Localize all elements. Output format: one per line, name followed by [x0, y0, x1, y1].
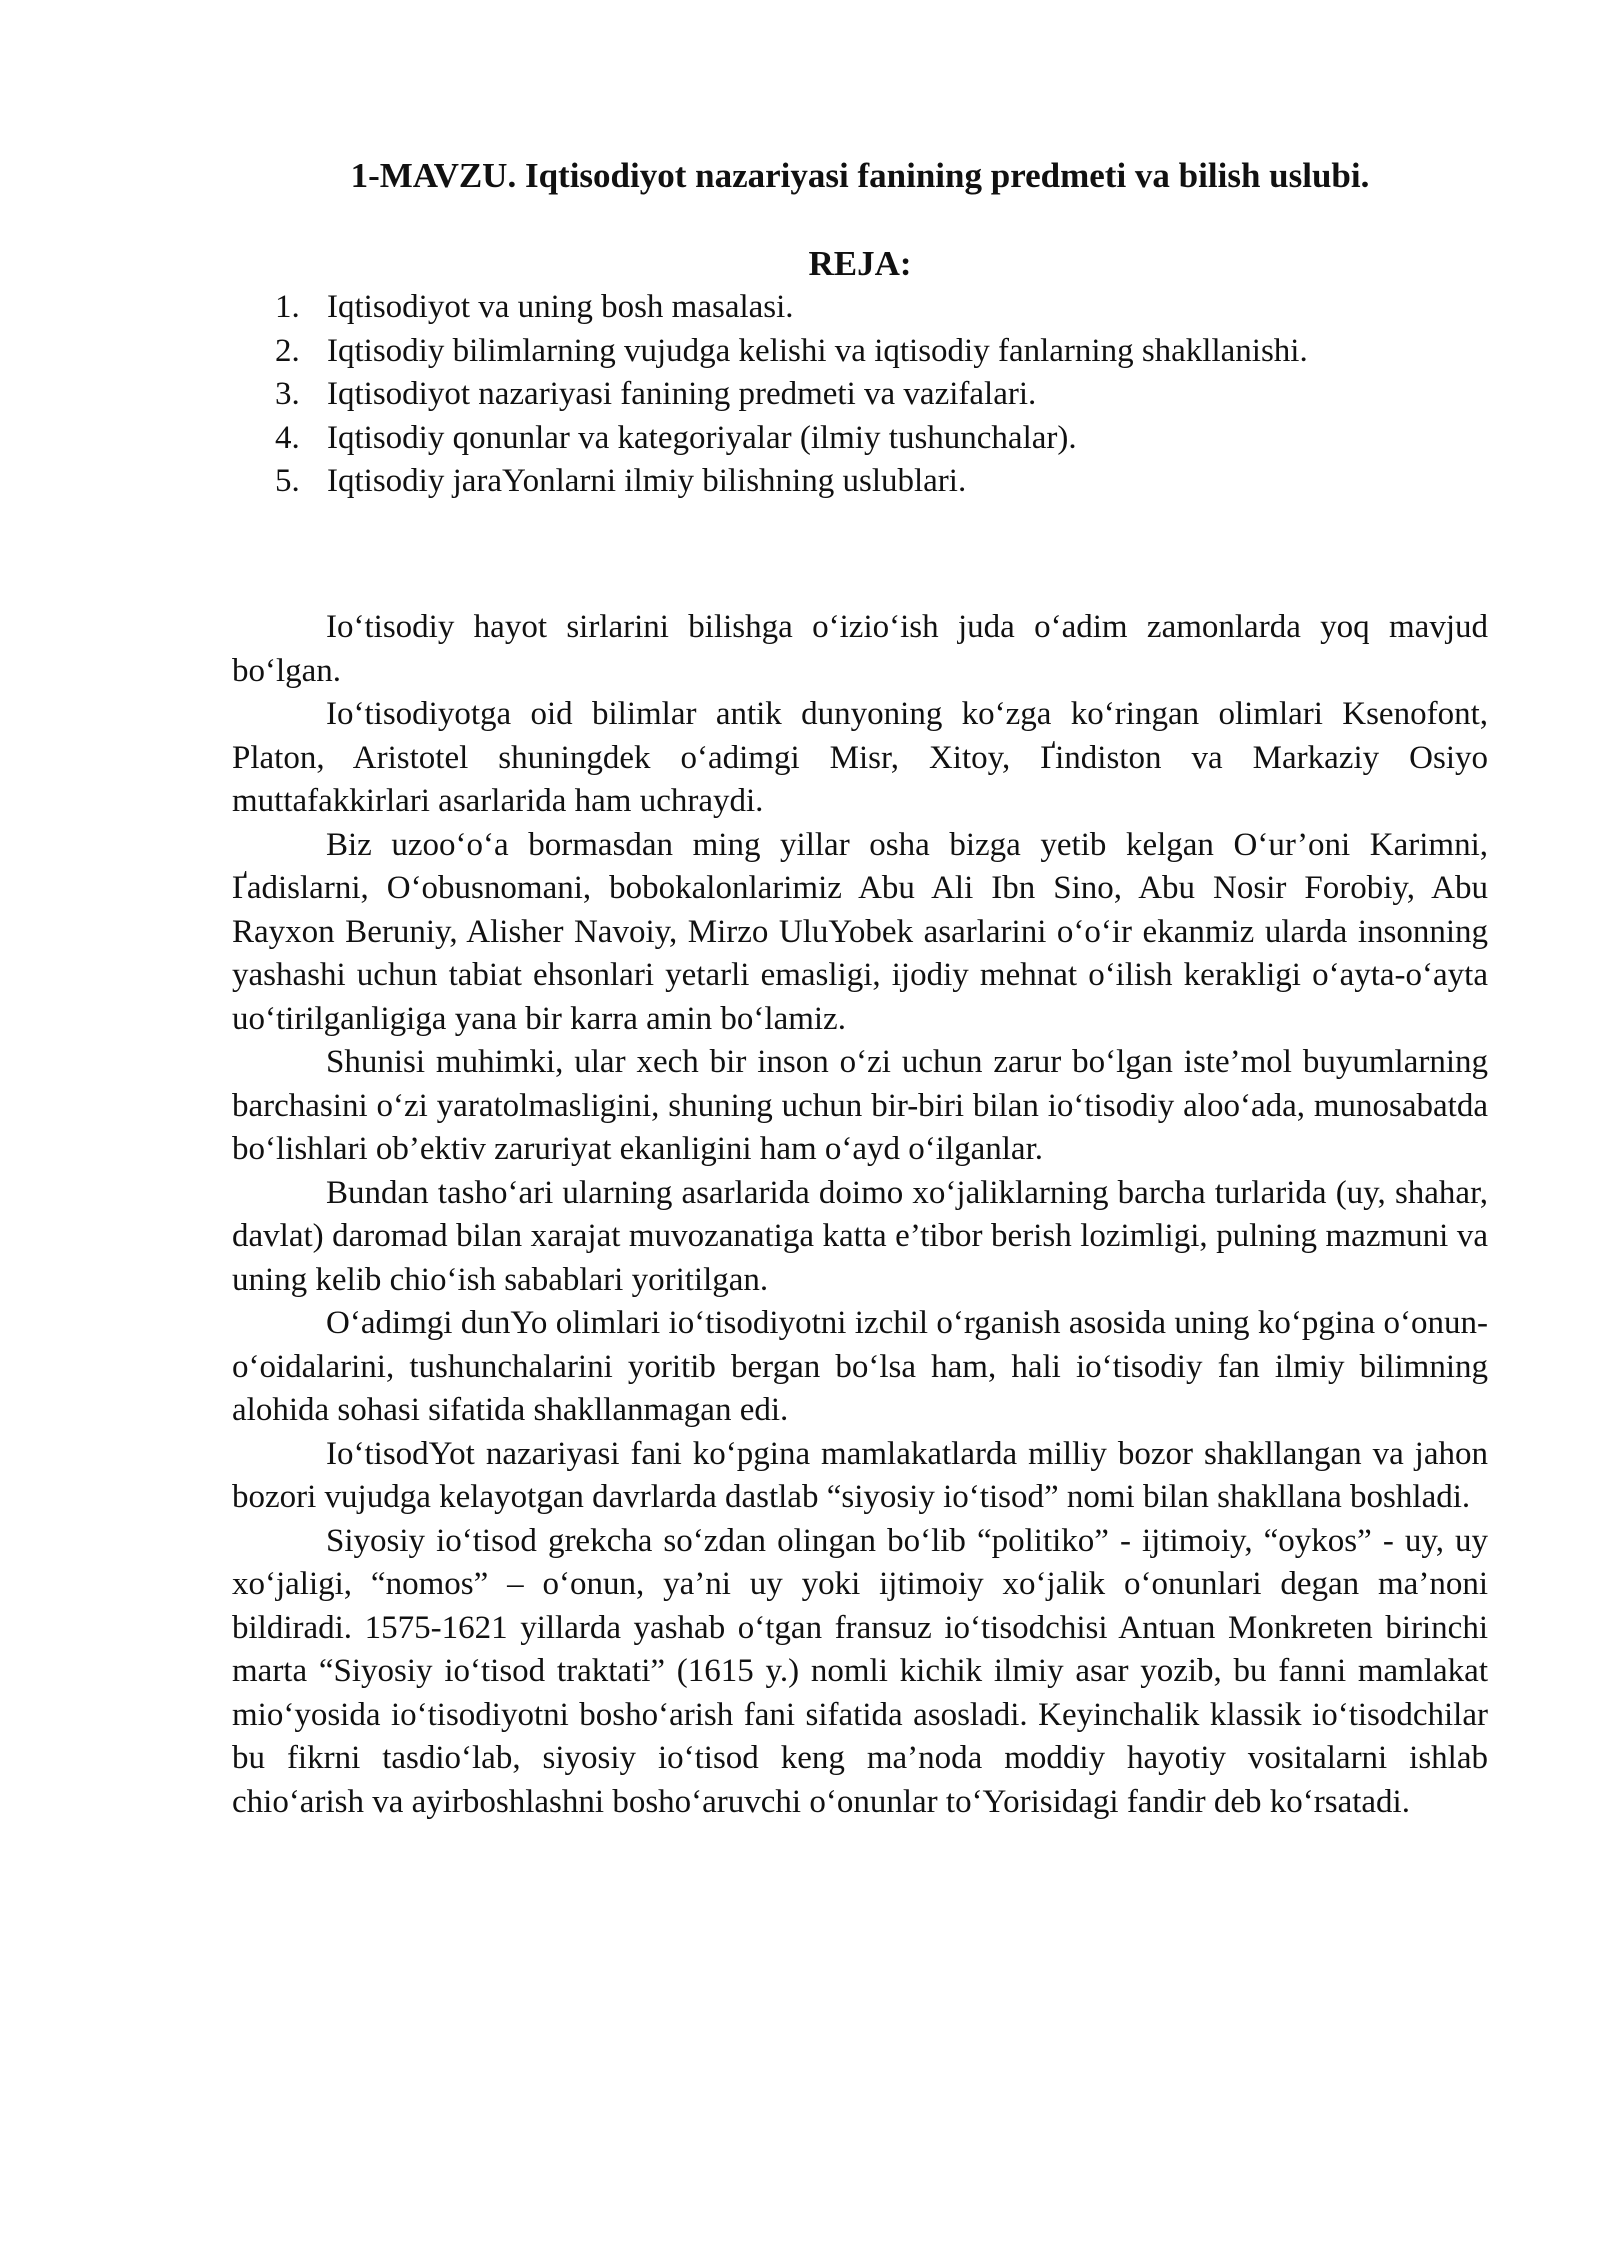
plan-item-text: Iqtisodiy qonunlar va kategoriyalar (ilmiy tushunchalar).	[327, 419, 1077, 456]
body-text	[232, 606, 1488, 1824]
plan-item-number: 1.	[275, 289, 300, 325]
plan-item-text: Iqtisodiyot va uning bosh masalasi.	[327, 289, 794, 325]
paragraph: O‘adimgi dunYo olimlari io‘tisodiyotni izchil o‘rganish asosida uning ko‘pgina o‘onun-o‘oidalarini, tushunchalarini yoritib bergan bo‘lsa ham, hali io‘tisodiy fan ilmiy bilimning alohida sohasi sifatida shakllanmagan edi.	[232, 1305, 1488, 1428]
plan-item-number: 2.	[275, 332, 300, 369]
page-title: 1-MAVZU. Iqtisodiyot nazariyasi fanining predmeti va bilish uslubi.	[350, 156, 1370, 195]
plan-item-text: Iqtisodiy bilimlarning vujudga kelishi va iqtisodiy fanlarning shakllanishi.	[327, 332, 1308, 369]
plan-item-text: Iqtisodiyot nazariyasi fanining predmeti va vazifalari.	[327, 376, 1037, 412]
paragraph: Shunisi muhimki, ular xech bir inson o‘zi uchun zarur bo‘lgan iste’mol buyumlarning barchasini o‘zi yaratolmasligini, shuning uchun bir-biri bilan io‘tisodiy aloo‘ada, munosabatda bo‘lishlari ob’ektiv zaruriyat ekanligini ham o‘ayd o‘ilganlar.	[232, 1044, 1488, 1167]
plan-item-number: 4.	[275, 419, 300, 456]
plan-list	[275, 286, 1475, 504]
plan-item	[275, 460, 1475, 504]
paragraph: Siyosiy io‘tisod grekcha so‘zdan olingan bo‘lib “politiko” - ijtimoiy, “oykos” - uy, uy xo‘jaligi, “nomos” – o‘onun, ya’ni uy yoki ijtimoiy xo‘jalik o‘onunlari degan ma’noni bildiradi. 1575-1621 yillarda yashab o‘tgan fransuz io‘tisodchisi Antuan Monkreten birinchi marta “Siyosiy io‘tisod traktati” (1615 y.) nomli kichik ilmiy asar yozib, bu fanni mamlakat mio‘yosida io‘tisodiyotni bosho‘arish fani sifatida asosladi. Keyinchalik klassik io‘tisodchilar bu fikrni tasdio‘lab, siyosiy io‘tisod keng ma’noda moddiy hayotiy vositalarni ishlab chio‘arish va ayirboshlashni bosho‘aruvchi o‘onunlar to‘Yorisidagi fandir deb ko‘rsatadi.	[232, 1522, 1488, 1820]
paragraph: Io‘tisodYot nazariyasi fani ko‘pgina mamlakatlarda milliy bozor shakllangan va jahon bozori vujudga kelayotgan davrlarda dastlab “siyosiy io‘tisod” nomi bilan shakllana boshladi.	[232, 1435, 1488, 1515]
plan-item	[275, 286, 1475, 330]
plan-item	[275, 330, 1475, 374]
plan-item-text: Iqtisodiy jaraYonlarni ilmiy bilishning uslublari.	[327, 463, 967, 499]
paragraph: Io‘tisodiy hayot sirlarini bilishga o‘izio‘ish juda o‘adim zamonlarda yoq mavjud bo‘lgan.	[232, 609, 1488, 689]
paragraph: Bundan tasho‘ari ularning asarlarida doimo xo‘jaliklarning barcha turlarida (uy, shahar, davlat) daromad bilan xarajat muvozanatiga katta e’tibor berish lozimligi, pulning mazmuni va uning kelib chio‘ish sabablari yoritilgan.	[232, 1174, 1488, 1298]
plan-item-number: 3.	[275, 376, 300, 412]
paragraph: Io‘tisodiyotga oid bilimlar antik dunyoning ko‘zga ko‘ringan olimlari Ksenofont, Platon, Aristotel shuningdek o‘adimgi Misr, Xitoy, Ґindiston va Markaziy Osiyo muttafakkirlari asarlarida ham uchraydi.	[232, 696, 1488, 819]
plan-item-number: 5.	[275, 463, 300, 499]
plan-heading: REJA:	[808, 244, 912, 283]
paragraph: Biz uzoo‘o‘a bormasdan ming yillar osha bizga yetib kelgan O‘ur’oni Karimni, Ґadislarni, O‘obusnomani, bobokalonlarimiz Abu Ali Ibn Sino, Abu Nosir Forobiy, Abu Rayxon Beruniy, Alisher Navoiy, Mirzo UluYobek asarlarini o‘o‘ir ekanmiz ularda insonning yashashi uchun tabiat ehsonlari yetarli emasligi, ijodiy mehnat o‘ilish kerakligi o‘ayta-o‘ayta uo‘tirilganligiga yana bir karra amin bo‘lamiz.	[232, 826, 1488, 1037]
plan-item	[275, 417, 1475, 461]
plan-item	[275, 373, 1475, 417]
